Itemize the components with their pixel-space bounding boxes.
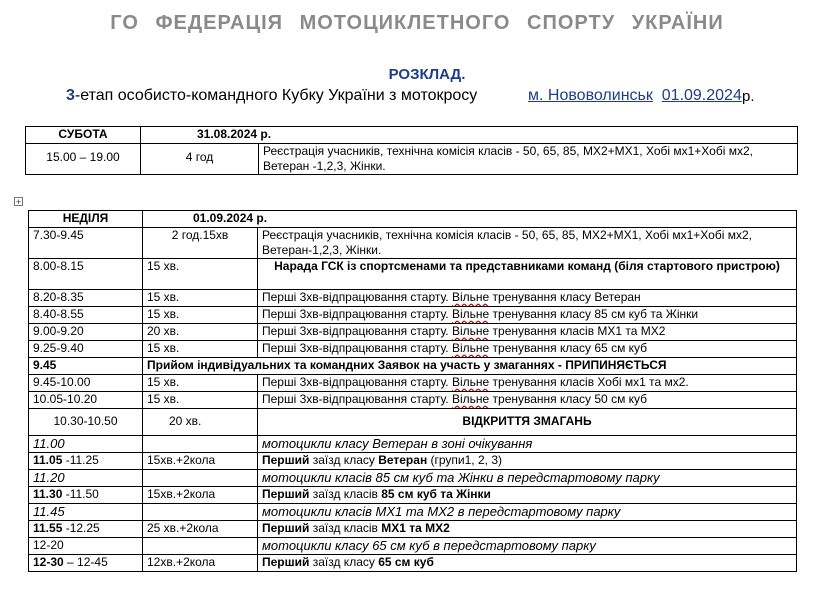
time-start: 11.05 xyxy=(33,453,63,467)
row-duration xyxy=(143,470,258,487)
sunday-header-row xyxy=(29,211,797,228)
row-description xyxy=(258,324,797,341)
saturday-table xyxy=(25,126,798,175)
saturday-day: СУБОТА xyxy=(26,127,141,144)
desc-part: тренування класу 50 см куб xyxy=(489,392,648,406)
row-duration: 15 хв. xyxy=(143,392,258,409)
table-row xyxy=(29,375,797,392)
row-duration: 15 хв. xyxy=(143,259,258,290)
row-time: 12-20 xyxy=(29,538,143,555)
desc-part: Перший xyxy=(262,453,310,467)
row-duration: 15 хв. xyxy=(143,307,258,324)
desc-word: Вільне xyxy=(451,341,490,355)
desc-part: тренування класу Ветеран xyxy=(489,290,641,304)
table-row xyxy=(29,358,797,375)
row-description: ВІДКРИТТЯ ЗМАГАНЬ xyxy=(258,409,797,436)
row-description: Реєстрація учасників, технічна комісія класів - 50, 65, 85, МХ2+МХ1, Хобі мх1+Хобі мх2, Ветеран-1,2,3, Жінки. xyxy=(258,228,797,259)
desc-part: Перший xyxy=(262,555,310,569)
row-description xyxy=(258,555,797,572)
desc-part: (групи1, 2, 3) xyxy=(427,453,502,467)
desc-word: Вільне xyxy=(451,307,490,321)
desc-part: заїзд класу xyxy=(309,555,379,569)
desc-part: Перші 3хв-відпрацювання старту. xyxy=(262,307,452,321)
sunday-date: 01.09.2024 р. xyxy=(143,211,797,228)
row-duration: 15хв.+2кола xyxy=(143,453,258,470)
row-description xyxy=(258,341,797,358)
row-description xyxy=(258,453,797,470)
desc-part: 65 см куб xyxy=(378,555,434,569)
row-time: 11.00 xyxy=(29,436,143,453)
row-duration: 15хв.+2кола xyxy=(143,487,258,504)
table-row xyxy=(29,259,797,290)
row-duration: 15 хв. xyxy=(143,341,258,358)
table-row xyxy=(29,487,797,504)
row-time: 7.30-9.45 xyxy=(29,228,143,259)
table-row xyxy=(26,144,798,175)
desc-part: 85 см куб та Жінки xyxy=(381,487,491,501)
row-time: 11.20 xyxy=(29,470,143,487)
row-duration: 12хв.+2кола xyxy=(143,555,258,572)
row-duration: 20 хв. xyxy=(143,324,258,341)
row-duration xyxy=(143,538,258,555)
row-time: 11.45 xyxy=(29,504,143,521)
row-description xyxy=(258,487,797,504)
place-date xyxy=(528,87,742,105)
table-row xyxy=(29,324,797,341)
desc-part: тренування класів МХ1 та МХ2 xyxy=(489,324,666,338)
place-name: м. Нововолинськ xyxy=(528,87,653,104)
time-end: – 12-45 xyxy=(63,555,108,569)
table-row xyxy=(29,436,797,453)
event-date: 01.09.2024 xyxy=(661,87,742,104)
desc-word: Вільне xyxy=(451,290,490,304)
row-time: 9.00-9.20 xyxy=(29,324,143,341)
row-description: Нарада ГСК із спортсменами та представниками команд (біля стартового пристрою) xyxy=(258,259,797,290)
row-time xyxy=(29,453,143,470)
row-duration xyxy=(143,436,258,453)
desc-part: Перші 3хв-відпрацювання старту. xyxy=(262,341,452,355)
row-time: 15.00 – 19.00 xyxy=(26,144,141,175)
stage-text: -етап особисто-командного Кубку України з мотокросу xyxy=(74,87,478,104)
row-description: Прийом індивідуальних та командних Заявок на участь у змаганнях - ПРИПИНЯЄТЬСЯ xyxy=(143,358,797,375)
desc-part: Перший xyxy=(262,487,310,501)
row-description xyxy=(258,375,797,392)
desc-part: заїзд класу xyxy=(309,453,379,467)
schedule-heading: РОЗКЛАД. xyxy=(388,66,466,83)
row-time: 10.30-10.50 xyxy=(29,409,143,436)
row-duration: 15 хв. xyxy=(143,290,258,307)
sunday-table xyxy=(28,210,797,572)
time-end: -12.25 xyxy=(62,521,100,535)
table-row xyxy=(29,538,797,555)
desc-part: тренування класу 85 см куб та Жінки xyxy=(489,307,699,321)
row-duration: 4 год xyxy=(141,144,259,175)
desc-part: Ветеран xyxy=(378,453,428,467)
time-start: 12-30 xyxy=(33,555,64,569)
stage-number: 3 xyxy=(66,87,75,104)
row-description xyxy=(258,521,797,538)
table-row xyxy=(29,470,797,487)
row-time: 9.45 xyxy=(29,358,143,375)
desc-part: заїзд класів xyxy=(309,521,382,535)
desc-part: заїзд класів xyxy=(309,487,382,501)
desc-word: Вільне xyxy=(451,392,490,406)
desc-part: тренування класу 65 см куб xyxy=(489,341,648,355)
row-description xyxy=(258,307,797,324)
desc-word: Вільне xyxy=(451,375,490,389)
desc-part: Перші 3хв-відпрацювання старту. xyxy=(262,324,452,338)
desc-part: Перший xyxy=(262,521,310,535)
row-description: мотоцикли класу 65 см куб в передстартовому парку xyxy=(258,538,797,555)
row-description: мотоцикли класів МХ1 та МХ2 в передстартовому парку xyxy=(258,504,797,521)
saturday-header-row xyxy=(26,127,798,144)
table-row xyxy=(29,521,797,538)
row-time xyxy=(29,487,143,504)
row-description xyxy=(258,290,797,307)
time-start: 11.30 xyxy=(33,487,63,501)
row-time: 9.25-9.40 xyxy=(29,341,143,358)
desc-part: тренування класів Хобі мх1 та мх2. xyxy=(489,375,689,389)
desc-word: Вільне xyxy=(451,324,490,338)
row-time: 8.40-8.55 xyxy=(29,307,143,324)
row-description: мотоцикли класів 85 см куб та Жінки в передстартовому парку xyxy=(258,470,797,487)
stage-line xyxy=(66,87,477,105)
table-row xyxy=(29,453,797,470)
row-duration: 25 хв.+2кола xyxy=(143,521,258,538)
saturday-date: 31.08.2024 р. xyxy=(141,127,798,144)
table-row xyxy=(29,392,797,409)
federation-title: ГО ФЕДЕРАЦІЯ МОТОЦИКЛЕТНОГО СПОРТУ УКРАЇНИ xyxy=(110,12,724,34)
time-end: -11.50 xyxy=(62,487,99,501)
sunday-day: НЕДІЛЯ xyxy=(29,211,143,228)
desc-part: МХ1 та МХ2 xyxy=(381,521,450,535)
row-duration: 15 хв. xyxy=(143,375,258,392)
desc-part: Перші 3хв-відпрацювання старту. xyxy=(262,375,452,389)
table-row xyxy=(29,228,797,259)
table-row xyxy=(29,504,797,521)
table-row xyxy=(29,290,797,307)
row-description xyxy=(258,392,797,409)
table-row xyxy=(29,409,797,436)
row-time xyxy=(29,555,143,572)
row-duration xyxy=(143,504,258,521)
row-description: Реєстрація учасників, технічна комісія класів - 50, 65, 85, МХ2+МХ1, Хобі мх1+Хобі мх2, Ветеран -1,2,3, Жінки. xyxy=(259,144,798,175)
row-duration: 2 год.15хв xyxy=(143,228,258,259)
time-end: -11.25 xyxy=(62,453,99,467)
table-row xyxy=(29,555,797,572)
row-description: мотоцикли класу Ветеран в зоні очікування xyxy=(258,436,797,453)
row-time: 10.05-10.20 xyxy=(29,392,143,409)
time-start: 11.55 xyxy=(33,521,63,535)
row-time: 8.20-8.35 xyxy=(29,290,143,307)
desc-part: Перші 3хв-відпрацювання старту. xyxy=(262,392,452,406)
row-duration: 20 хв. xyxy=(143,409,258,436)
row-time: 8.00-8.15 xyxy=(29,259,143,290)
row-time: 9.45-10.00 xyxy=(29,375,143,392)
table-row xyxy=(29,341,797,358)
row-time xyxy=(29,521,143,538)
table-row xyxy=(29,307,797,324)
desc-part: Перші 3хв-відпрацювання старту. xyxy=(262,290,452,304)
table-move-handle-icon[interactable]: + xyxy=(15,197,22,207)
place-suffix: р. xyxy=(742,88,755,105)
